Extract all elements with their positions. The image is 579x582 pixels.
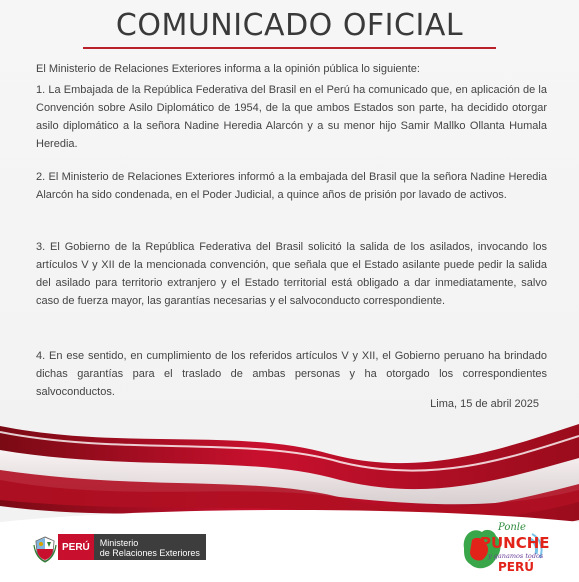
campaign-line-2: PUNCHE: [480, 534, 550, 552]
paragraph-1: 1. La Embajada de la República Federativa del Brasil en el Perú ha comunicado que, en aplicación de la Convención sobre Asilo Diplomático de 1954, de la que ambos Estados son parte, ha decidido otorgar asilo diplomático a la señora Nadine Heredia Alarcón y a su menor hijo Samir Mallko Ollanta Humala Heredia.: [36, 84, 547, 150]
campaign-line-3: y ganamos todos: [488, 552, 544, 560]
logo-ministry-block: [94, 534, 206, 560]
logo-ministry-line-1: Ministerio: [99, 537, 139, 548]
ponle-punche-campaign-logo: [458, 518, 550, 578]
peru-coat-of-arms-icon: [33, 535, 57, 563]
logo-country-label: PERÚ: [58, 534, 94, 560]
paragraph-3: 3. El Gobierno de la República Federativa del Brasil solicitó la salida de los asilados, invocando los artículos V y XII de la mencionada convención, que señala que el Estado asilante puede pedir la salida del asilado para territorio extranjero y el Estado territorial está obligado a dar inmediatamente, salvo caso de fuerza mayor, las garantías necesarias y el salvoconducto correspondiente.: [36, 241, 547, 307]
paragraph-4: 4. En ese sentido, en cumplimiento de los referidos artículos V y XII, el Gobierno peruano ha brindado dichas garantías para el traslado de ambas personas y ha otorgado los correspondientes salvoconductos.: [36, 350, 547, 398]
ministry-logo: [58, 534, 206, 560]
campaign-line-4: PERÚ: [498, 560, 534, 574]
dateline: Lima, 15 de abril 2025: [430, 398, 539, 410]
title-divider: [83, 47, 496, 49]
paragraph-2: 2. El Ministerio de Relaciones Exteriores informó a la embajada del Brasil que la señora Nadine Heredia Alarcón ha sido condenada, en el Poder Judicial, a quince años de prisión por lavado de activos.: [36, 171, 547, 201]
campaign-line-1: Ponle: [498, 522, 526, 533]
logo-ministry-line-2: de Relaciones Exteriores: [99, 547, 200, 558]
intro-text: El Ministerio de Relaciones Exteriores informa a la opinión pública lo siguiente:: [36, 63, 420, 75]
page-title: COMUNICADO OFICIAL: [115, 8, 464, 43]
